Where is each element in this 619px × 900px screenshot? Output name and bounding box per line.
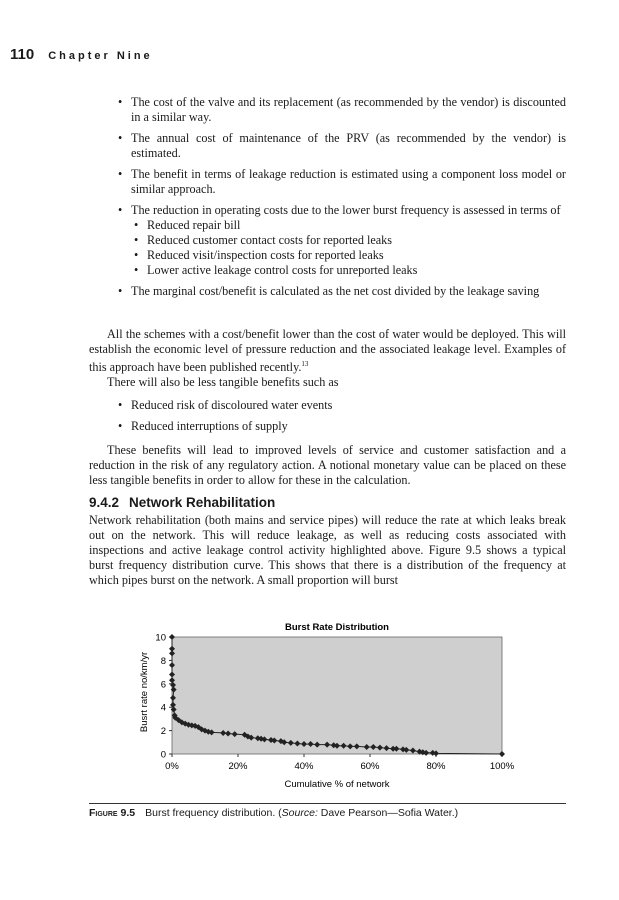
chapter-title: Chapter Nine [48,50,153,62]
sub-list-item: • Reduced customer contact costs for reported leaks [89,233,566,248]
sub-list-item: • Reduced repair bill [89,218,566,233]
section-number: 9.4.2 [89,495,120,510]
y-tick-label: 8 [160,655,166,667]
x-axis-label: Cumulative % of network [284,779,390,790]
y-axis-label: Busrt rate no/km/yr [139,651,150,733]
paragraph-4 [89,513,566,588]
list-item: • The cost of the valve and its replacement (as recommended by the vendor) is discounted in a similar way. [89,95,566,125]
sub-list-item: • Reduced visit/inspection costs for reported leaks [89,248,566,263]
x-tick-label: 80% [426,761,446,772]
sub-list-item: • Lower active leakage control costs for unreported leaks [89,263,566,278]
list-item: • The annual cost of maintenance of the PRV (as recommended by the vendor) is estimated. [89,131,566,161]
list-item: • Reduced interruptions of supply [89,419,566,434]
paragraph-3 [89,443,566,488]
paragraph-1 [89,327,566,390]
x-tick-label: 20% [228,761,248,772]
x-tick-label: 100% [489,761,515,772]
section-heading [89,495,285,510]
paragraph-text: Network rehabilitation (both mains and service pipes) will reduce the rate at which leaks break out on the network. This will reduce leakage, as well as reducing costs associated with inspections and active leakage control activity highlighted above. Figure 9.5 shows a typical burst frequency distribution curve. This shows that there is a distribution of the frequency at which pipes burst on the network. A small proportion will burst [89,513,566,587]
paragraph-2: There will also be less tangible benefits such as [107,375,339,390]
figure-caption [89,803,566,819]
paragraph-text: These benefits will lead to improved levels of service and customer satisfaction and a reduction in the risk of any regulatory action. A notional monetary value can be placed on these less tangible benefits in order to allow for these in the calculation. [89,443,566,487]
list-item: • Reduced risk of discoloured water events [89,398,566,413]
list-item: • The benefit in terms of leakage reduction is estimated using a component loss model or similar approach. [89,167,566,197]
chart-title: Burst Rate Distribution [285,622,389,633]
figure-label: Figure 9.5 [89,807,136,819]
burst-rate-chart [0,615,619,795]
list-item: • The marginal cost/benefit is calculated as the net cost divided by the leakage saving [89,284,566,299]
page-number: 110 [10,46,35,63]
x-tick-label: 60% [360,761,380,772]
list-item: • The reduction in operating costs due to the lower burst frequency is assessed in terms of [89,203,566,218]
source-label: Source: [281,807,318,819]
reference-number: 13 [301,360,309,368]
section-title: Network Rehabilitation [129,495,276,510]
y-tick-label: 2 [160,726,166,738]
paragraph-text: All the schemes with a cost/benefit lower than the cost of water would be deployed. This will establish the economic level of pressure reduction and the associated leakage level. Examples of this approach have been published recently. [89,327,566,375]
plot-area [172,637,502,754]
caption-text: Burst frequency distribution. ( [145,807,282,819]
y-tick-label: 0 [160,749,166,761]
bullet-list-1 [89,95,566,305]
bullet-list-2 [89,398,566,440]
x-tick-label: 40% [294,761,314,772]
y-tick-label: 4 [160,702,166,714]
y-tick-label: 6 [160,679,166,691]
running-header [10,46,153,64]
x-tick-label: 0% [165,761,179,772]
caption-source: Dave Pearson—Sofia Water.) [317,807,459,819]
y-tick-label: 10 [155,632,166,644]
